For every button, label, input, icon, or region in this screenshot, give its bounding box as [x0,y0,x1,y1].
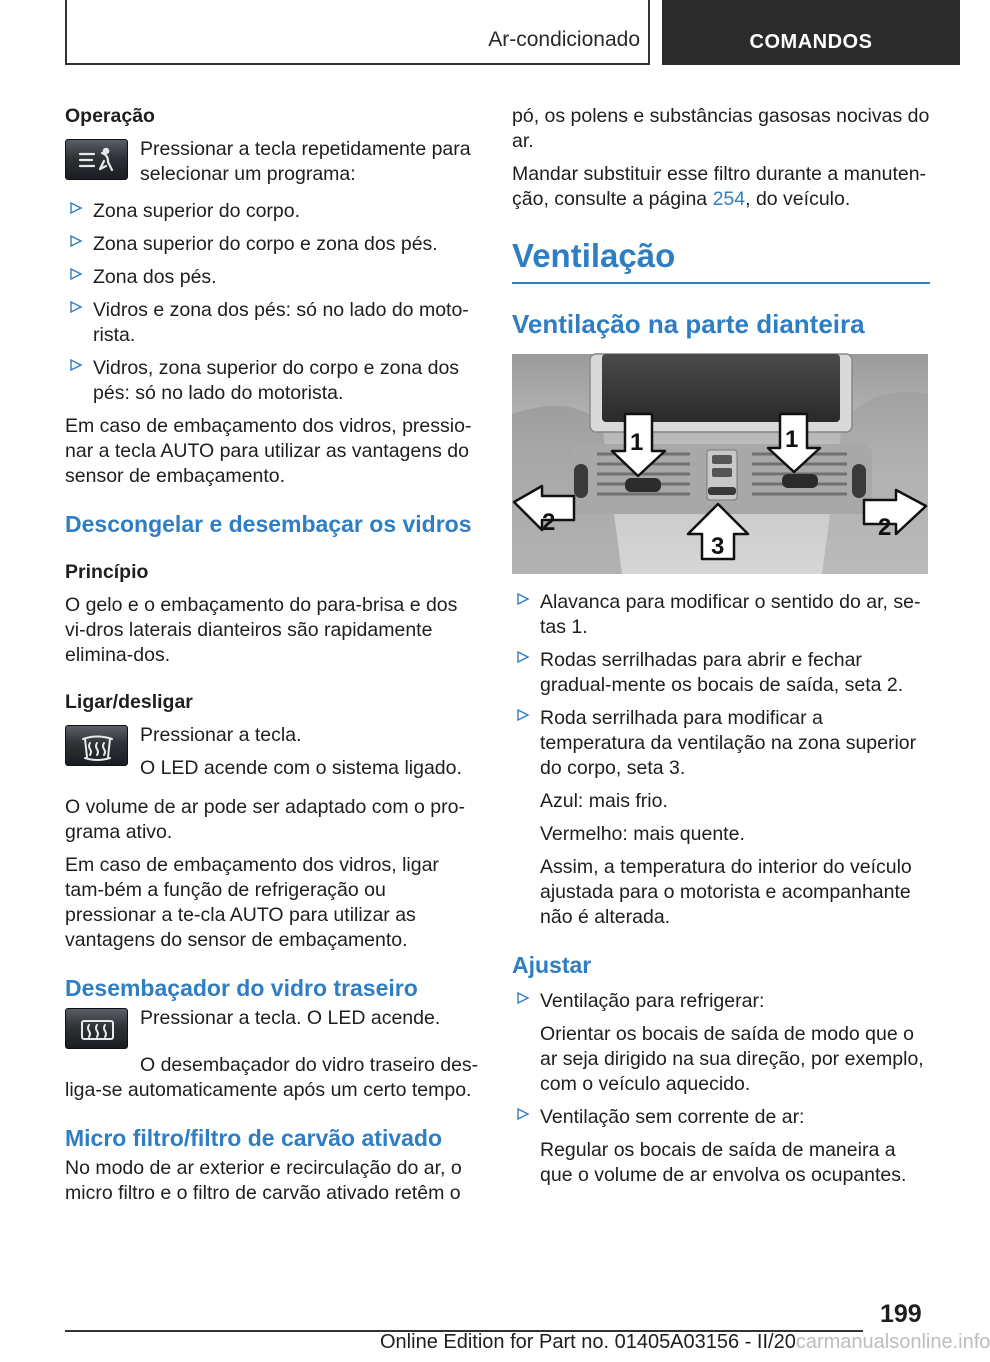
item3-extra-note: Assim, a temperatura do interior do veículo ajustada para o motorista e acompanhante não é alterada. [540,855,912,928]
page-link[interactable]: 254 [712,188,746,210]
list-item: Ventilação sem corrente de ar: Regular os bocais de saída de maneira a que o volume de ar envolva os ocupantes. [512,1105,930,1188]
triangle-bullet-icon [69,300,83,314]
ventilacao-heading: Ventilação [512,237,676,274]
vents-figure [512,354,928,574]
triangle-bullet-icon [69,267,83,281]
descongelar-heading: Descongelar e desembaçar os vidros [65,511,472,537]
list-item: Rodas serrilhadas para abrir e fechar gradual‐mente os bocais de saída, seta 2. [512,648,930,698]
vent-list [512,590,930,930]
rear-defrost-button-block [65,1006,480,1049]
defrost-button-block [65,723,480,781]
header-rule-divider [648,0,650,64]
ligar-title: Ligar/desligar [65,691,193,713]
rear-window-defrost-button-icon [65,1008,128,1049]
arrow-label-3: 3 [711,532,725,560]
right-column [512,104,930,1196]
program-list [65,199,480,406]
filtro-text: No modo de ar exterior e recirculação do ar, o micro filtro e o filtro de carvão ativado retêm o [65,1157,462,1204]
heading-rule [512,282,930,284]
triangle-bullet-icon [69,201,83,215]
item3-extra-blue: Azul: mais frio. [540,789,668,812]
operacao-note: Em caso de embaçamento dos vidros, pressio‐nar a tecla AUTO para utilizar as vantagens do sensor de embaçamento. [65,415,472,487]
page-number: 199 [880,1300,922,1328]
triangle-bullet-icon [69,358,83,372]
list-item: Vidros e zona dos pés: só no lado do moto‐rista. [65,298,480,348]
filtro-continued: pó, os polens e substâncias gasosas nocivas do ar. [512,105,930,152]
chapter-tab[interactable]: COMANDOS [662,0,960,65]
air-distribution-button-icon [65,139,128,180]
defrost-line1: Pressionar a tecla. [140,724,302,746]
arrow-label-1b: 1 [785,425,799,453]
triangle-bullet-icon [516,592,530,606]
program-button-text: Pressionar a tecla repetidamente para selecionar um programa: [140,138,471,185]
list-item: Roda serrilhada para modificar a temperatura da ventilação na zona superior do corpo, seta 3. Azul: mais frio. Vermelho: mais quente. Assim, a temperatura do interior do veículo ajustada para o motorista e acompanhante não é alterada. [512,706,930,930]
triangle-bullet-icon [516,650,530,664]
windshield-defrost-button-icon [65,725,128,766]
header-rule-bottom [65,63,650,65]
ajustar-heading: Ajustar [512,951,592,978]
traseiro-heading: Desembaçador do vidro traseiro [65,975,418,1001]
section-title: Ar-condicionado [488,28,640,51]
defrost-para1: O volume de ar pode ser adaptado com o pro‐grama ativo. [65,796,465,843]
rear-defrost-line1: Pressionar a tecla. O LED acende. [140,1007,441,1029]
arrow-label-2b: 2 [878,513,892,541]
list-item: Zona dos pés. [65,265,480,290]
rear-defrost-line2: O desembaçador do vidro traseiro des‐liga-se automaticamente após um certo tempo. [65,1054,479,1101]
list-item: Zona superior do corpo e zona dos pés. [65,232,480,257]
defrost-para2: Em caso de embaçamento dos vidros, ligar tam‐bém a função de refrigeração ou pressionar a te‐cla AUTO para utilizar as vantagens do sensor de embaçamento. [65,854,439,951]
triangle-bullet-icon [516,1107,530,1121]
footer-edition: Online Edition for Part no. 01405A03156 - II/20carmanualsonline.info [380,1331,990,1353]
list-item: Alavanca para modificar o sentido do ar, se‐tas 1. [512,590,930,640]
watermark: carmanualsonline.info [795,1331,990,1353]
defrost-line2: O LED acende com o sistema ligado. [140,757,462,779]
program-button-block [65,137,480,187]
filtro-heading: Micro filtro/filtro de carvão ativado [65,1125,443,1151]
left-column [65,104,480,1206]
triangle-bullet-icon [69,234,83,248]
triangle-bullet-icon [516,991,530,1005]
dianteira-heading: Ventilação na parte dianteira [512,308,865,339]
arrow-label-1: 1 [630,428,644,456]
operacao-title: Operação [65,105,155,127]
ajustar-list [512,989,930,1188]
list-item: Zona superior do corpo. [65,199,480,224]
triangle-bullet-icon [516,708,530,722]
list-item: Ventilação para refrigerar: Orientar os bocais de saída de modo que o ar seja dirigido na sua direção, por exemplo, com o veículo aquecido. [512,989,930,1097]
header-rule-left [65,0,67,64]
arrow-label-2: 2 [542,508,556,536]
manutencao-text: Mandar substituir esse filtro durante a manuten‐ção, consulte a página 254, do veículo. [512,163,927,210]
principio-title: Princípio [65,561,149,583]
item3-extra-red: Vermelho: mais quente. [540,822,745,845]
principio-text: O gelo e o embaçamento do para-brisa e dos vi‐dros laterais dianteiros são rapidamente elimina‐dos. [65,594,458,666]
list-item: Vidros, zona superior do corpo e zona dos pés: só no lado do motorista. [65,356,480,406]
